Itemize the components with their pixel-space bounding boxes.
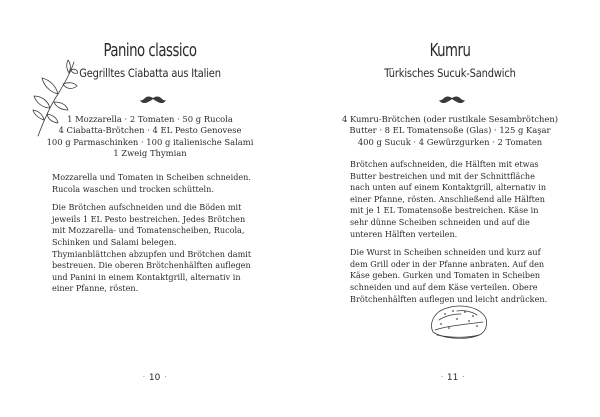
- ingredient-line: 4 Ciabatta-Brötchen · 4 EL Pesto Genovese: [58, 125, 242, 136]
- bread-roll-icon: [427, 302, 489, 342]
- method-paragraph: Die Wurst in Scheiben schneiden und kurz auf dem Grill oder in der Pfanne anbraten. Auf den Käse geben. Gurken und Tomaten in Scheiben schneiden und auf dem Käse verteilen. Obere Brötchenhälften auflegen und leicht andrücken.: [350, 247, 548, 304]
- ingredient-line: 4 Kumru-Brötchen (oder rustikale Sesambrötchen): [341, 114, 559, 124]
- ingredient-line: 1 Zweig Thymian: [113, 148, 187, 159]
- page-number: [139, 373, 170, 383]
- page-number-value: 10: [148, 373, 161, 383]
- ingredient-line: Butter · 8 EL Tomatensoße (Glas) · 125 g Kaşar: [349, 125, 551, 136]
- ingredient-line: 400 g Sucuk · 4 Gewürzgurken · 2 Tomaten: [357, 136, 543, 147]
- mustache-icon: [439, 95, 465, 105]
- folio-dot: ·: [143, 374, 145, 381]
- method-paragraph: Brötchen aufschneiden, die Hälften mit etwas Butter bestreichen und mit der Schnittfläche nach unten auf einem Kontaktgrill, alternativ in einer Pfanne, rösten. Anschließend alle Hälften mit je 1 EL Tomatensoße bestreichen. Käse in sehr dünne Scheiben schneiden und auf die unteren Hälften verteilen.: [350, 159, 547, 239]
- method-paragraph: Mozzarella und Tomaten in Scheiben schneiden. Rucola waschen und trocken schütteln.: [52, 172, 251, 194]
- ingredient-line: 100 g Parmaschinken · 100 g italienische Salami: [46, 136, 254, 147]
- recipe-title: Panino classico: [103, 40, 197, 61]
- folio-dot: ·: [462, 374, 465, 381]
- recipe-subtitle: Türkisches Sucuk-Sandwich: [384, 66, 516, 80]
- method-text: [52, 172, 252, 302]
- method-paragraph: Die Brötchen aufschneiden und die Böden mit jeweils 1 EL Pesto bestreichen. Jedes Brötchen mit Mozzarella- und Tomatenscheiben, Rucola, Schinken und Salami belegen. Thymianblättchen abzupfen und Brötchen damit bestreuen. Die oberen Brötchenhälften auflegen und Panini in einem Kontaktgrill, alternativ in einer Pfanne, rösten.: [52, 202, 252, 294]
- ingredient-list: [300, 114, 600, 148]
- mustache-icon: [140, 95, 166, 105]
- folio-dot: ·: [441, 374, 443, 381]
- recipe-subtitle: Gegrilltes Ciabatta aus Italien: [79, 66, 221, 80]
- recipe-title: Kumru: [429, 40, 471, 61]
- method-text: [350, 159, 552, 312]
- folio-dot: ·: [164, 374, 167, 381]
- page-number: [437, 373, 468, 383]
- page-number-value: 11: [446, 373, 459, 383]
- ingredient-line: 1 Mozzarella · 2 Tomaten · 50 g Rucola: [67, 114, 233, 124]
- ingredient-list: [0, 114, 300, 160]
- right-page: [300, 0, 600, 417]
